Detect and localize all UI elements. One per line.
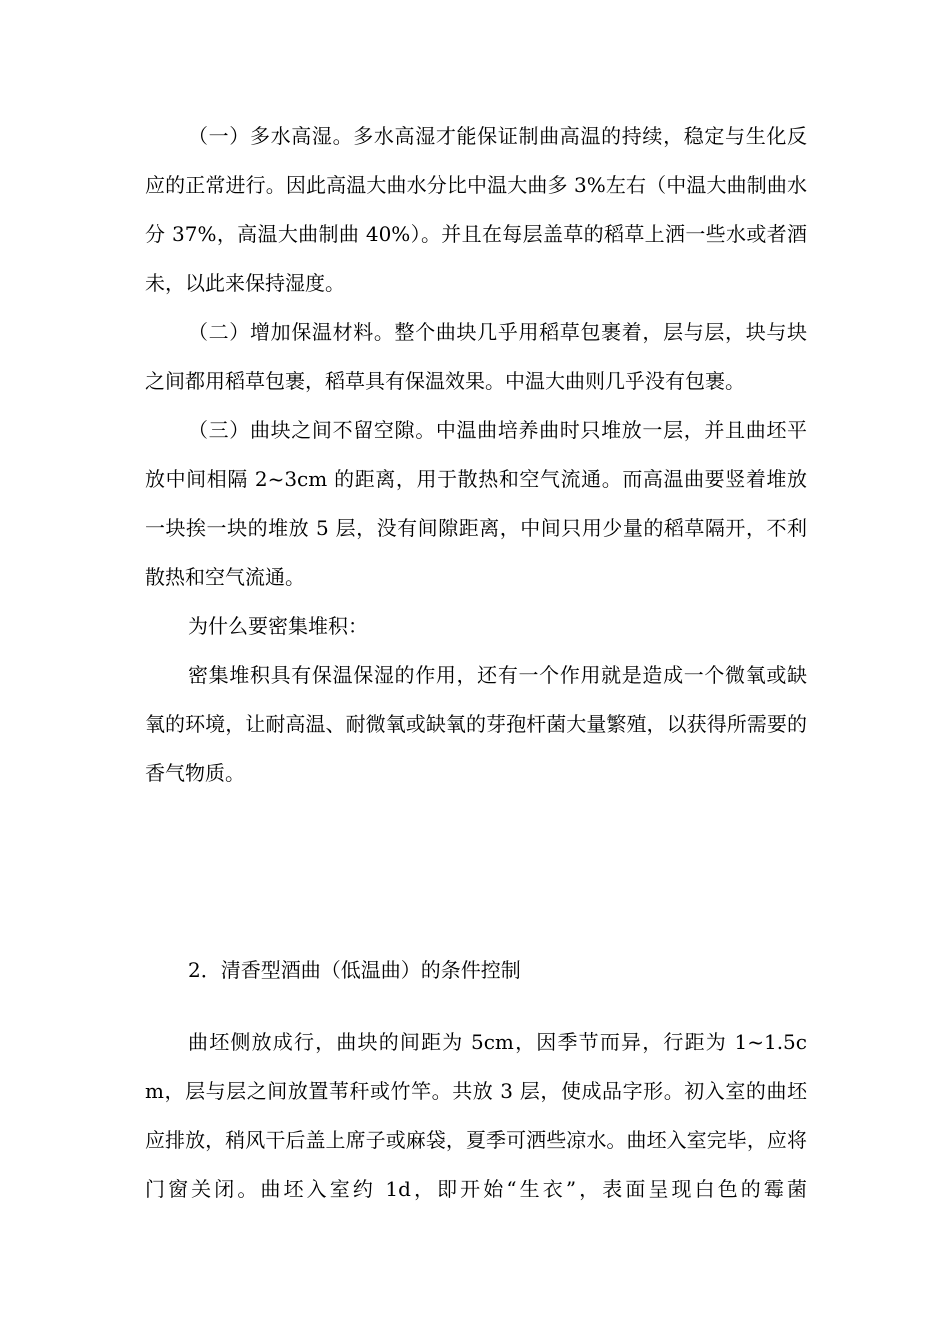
document-body [145, 112, 807, 1214]
paragraph-no-gaps: （三）曲块之间不留空隙。中温曲培养曲时只堆放一层，并且曲坯平放中间相隔 2~3cm 的距离，用于散热和空气流通。而高温曲要竖着堆放一块挨一块的堆放 5 层，没有间隙距离，中间只用少量的稻草隔开，不利散热和空气流通。 [145, 418, 807, 589]
paragraph-high-moisture: （一）多水高湿。多水高湿才能保证制曲高温的持续，稳定与生化反应的正常进行。因此高温大曲水分比中温大曲多 3%左右（中温大曲制曲水分 37%，高温大曲制曲 40%）。并且在每层盖草的稻草上洒一些水或者酒未，以此来保持湿度。 [145, 124, 807, 295]
section-heading: 2．清香型酒曲（低温曲）的条件控制 [188, 958, 521, 982]
paragraph-question: 为什么要密集堆积： [188, 614, 368, 638]
paragraph-insulation: （二）增加保温材料。整个曲块几乎用稻草包裹着，层与层，块与块之间都用稻草包裹，稻草具有保温效果。中温大曲则几乎没有包裹。 [145, 320, 807, 393]
paragraph-fenjiu-koji: 曲坯侧放成行，曲块的间距为 5cm，因季节而异，行距为 1~1.5cm，层与层之间放置苇秆或竹竿。共放 3 层，使成品字形。初入室的曲坯应排放，稍风干后盖上席子或麻袋，夏季可洒些凉水。曲坯入室完毕，应将门窗关闭。曲坯入室约 1d，即开始“生衣”，表面呈现白色的霉菌 [145, 1030, 807, 1201]
paragraph-dense-stacking: 密集堆积具有保温保湿的作用，还有一个作用就是造成一个微氧或缺氧的环境，让耐高温、耐微氧或缺氧的芽孢杆菌大量繁殖，以获得所需要的香气物质。 [145, 663, 807, 785]
section-spacer [145, 798, 807, 946]
